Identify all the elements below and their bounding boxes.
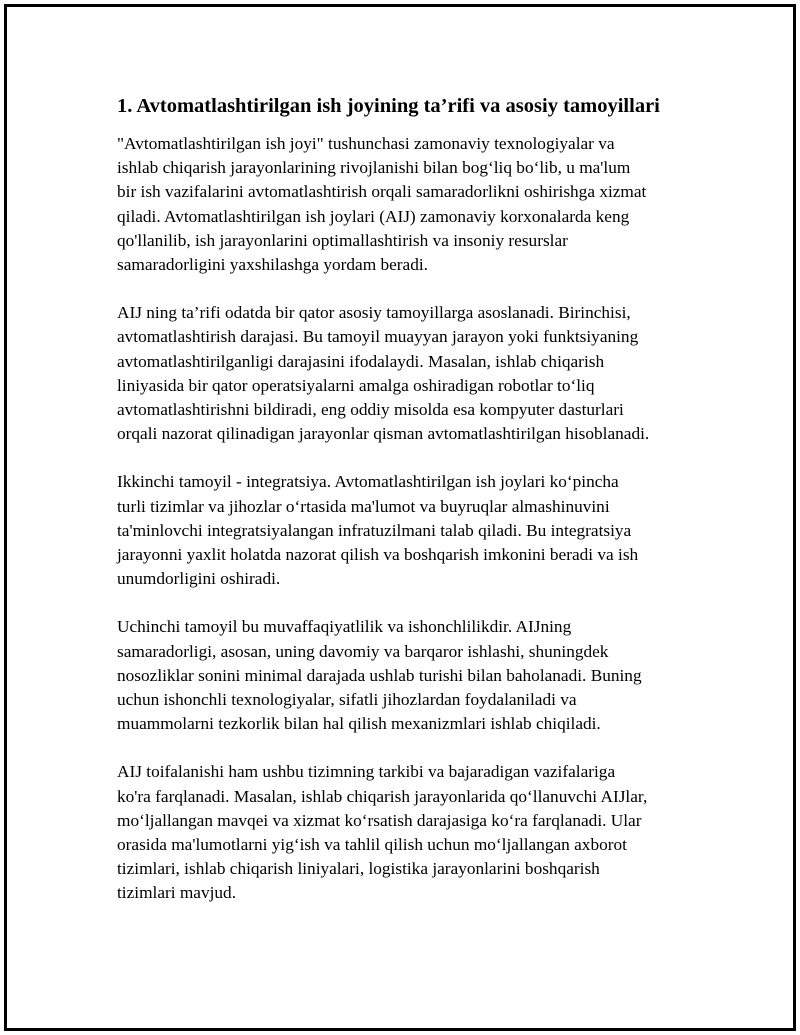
paragraph-line: tizimlari, ishlab chiqarish liniyalari, logistika jarayonlarini boshqarish: [117, 859, 600, 879]
paragraph-line: jarayonni yaxlit holatda nazorat qilish va boshqarish imkonini beradi va ish: [117, 545, 639, 565]
paragraph-integration: [117, 470, 707, 591]
paragraph-line: unumdorligini oshiradi.: [117, 569, 281, 589]
paragraph-line: samaradorligi, asosan, uning davomiy va barqaror ishlashi, shuningdek: [117, 641, 609, 661]
paragraph-line: muammolarni tezkorlik bilan hal qilish mexanizmlari ishlab chiqiladi.: [117, 714, 601, 734]
paragraph-line: orasida ma'lumotlarni yig‘ish va tahlil qilish uchun mo‘ljallangan axborot: [117, 835, 627, 855]
section-heading: 1. Avtomatlashtirilgan ish joyining ta’rifi va asosiy tamoyillari: [117, 95, 660, 117]
paragraph-line: turli tizimlar va jihozlar o‘rtasida ma'lumot va buyruqlar almashinuvini: [117, 496, 610, 516]
document-body: [117, 94, 707, 930]
paragraph-line: ishlab chiqarish jarayonlarining rivojlanishi bilan bog‘liq bo‘lib, u ma'lum: [117, 158, 631, 178]
paragraph-line: uchun ishonchli texnologiyalar, sifatli jihozlardan foydalaniladi va: [117, 690, 577, 710]
paragraph-line: samaradorligini yaxshilashga yordam beradi.: [117, 255, 428, 275]
paragraph-line: qiladi. Avtomatlashtirilgan ish joylari (AIJ) zamonaviy korxonalarda keng: [117, 206, 630, 226]
paragraph-line: tizimlari mavjud.: [117, 883, 237, 903]
paragraph-line: avtomatlashtirish darajasi. Bu tamoyil muayyan jarayon yoki funktsiyaning: [117, 327, 639, 347]
paragraph-definition: [117, 132, 707, 277]
paragraph-line: Ikkinchi tamoyil - integratsiya. Avtomatlashtirilgan ish joylari ko‘pincha: [117, 472, 619, 492]
paragraph-line: bir ish vazifalarini avtomatlashtirish orqali samaradorlikni oshirishga xizmat: [117, 182, 647, 202]
paragraph-line: nosozliklar sonini minimal darajada ushlab turishi bilan baholanadi. Buning: [117, 665, 642, 685]
paragraph-line: avtomatlashtirishni bildiradi, eng oddiy misolda esa kompyuter dasturlari: [117, 400, 624, 420]
paragraph-line: AIJ ning ta’rifi odatda bir qator asosiy tamoyillarga asoslanadi. Birinchisi,: [117, 303, 631, 323]
paragraph-line: qo'llanilib, ish jarayonlarini optimallashtirish va insoniy resurslar: [117, 230, 568, 250]
paragraph-line: ta'minlovchi integratsiyalangan infratuzilmani talab qiladi. Bu integratsiya: [117, 520, 632, 540]
paragraph-automation-level: [117, 301, 707, 446]
paragraph-line: mo‘ljallangan mavqei va xizmat ko‘rsatish darajasiga ko‘ra farqlanadi. Ular: [117, 810, 642, 830]
paragraph-reliability: [117, 615, 707, 736]
paragraph-line: ko'ra farqlanadi. Masalan, ishlab chiqarish jarayonlarida qo‘llanuvchi AIJlar,: [117, 786, 648, 806]
paragraph-classification: [117, 760, 707, 905]
paragraph-line: Uchinchi tamoyil bu muvaffaqiyatlilik va ishonchlilikdir. AIJning: [117, 617, 572, 637]
paragraph-line: liniyasida bir qator operatsiyalarni amalga oshiradigan robotlar to‘liq: [117, 375, 595, 395]
paragraph-line: AIJ toifalanishi ham ushbu tizimning tarkibi va bajaradigan vazifalariga: [117, 762, 616, 782]
paragraph-line: "Avtomatlashtirilgan ish joyi" tushunchasi zamonaviy texnologiyalar va: [117, 134, 615, 153]
paragraph-line: avtomatlashtirilganligi darajasini ifodalaydi. Masalan, ishlab chiqarish: [117, 351, 605, 371]
paragraph-line: orqali nazorat qilinadigan jarayonlar qisman avtomatlashtirilgan hisoblanadi.: [117, 424, 650, 444]
